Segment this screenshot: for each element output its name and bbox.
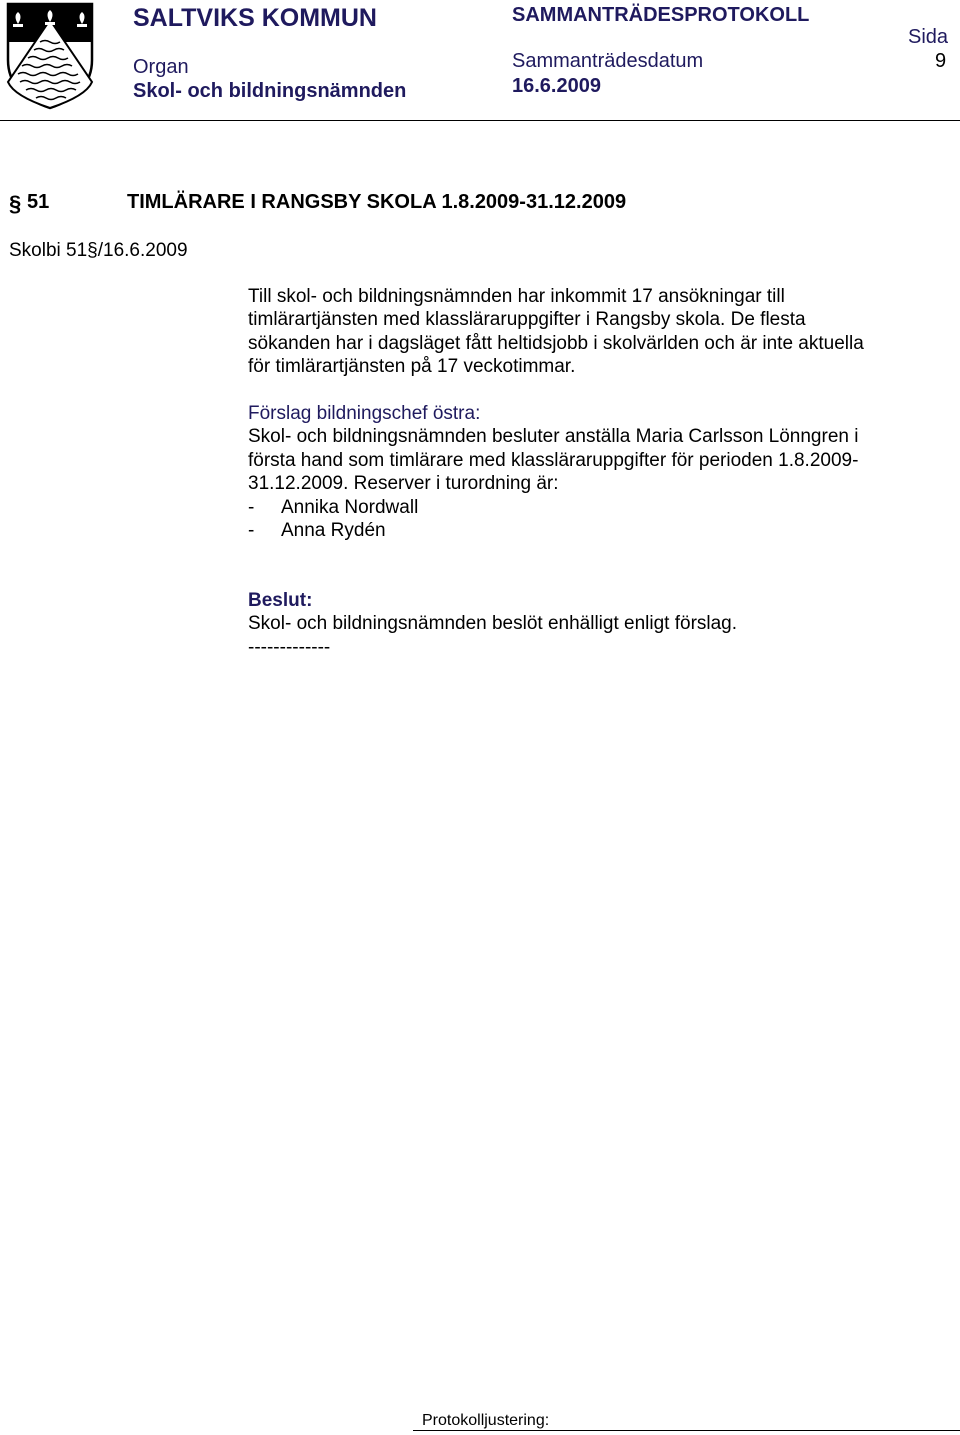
meeting-date: 16.6.2009 [512,75,601,97]
reserve-item [248,496,953,519]
page-label: Sida [908,26,949,48]
proposal-block [248,402,953,542]
meeting-date-label: Sammanträdesdatum [512,50,704,72]
reserve-item [248,519,953,542]
organ-name: Skol- och bildningsnämnden [133,80,407,102]
proposal-heading: Förslag bildningschef östra: [248,403,481,424]
reserve-name: Anna Rydén [281,520,386,542]
list-dash: - [248,496,255,518]
municipal-coat-of-arms-icon [6,2,94,110]
document-type: SAMMANTRÄDESPROTOKOLL [512,4,810,26]
separator: ------------- [248,636,331,658]
section-title: TIMLÄRARE I RANGSBY SKOLA 1.8.2009-31.12.2009 [127,191,627,213]
proposal-line: första hand som timlärare med klassläraruppgifter för perioden 1.8.2009- [248,449,859,471]
reserve-name: Annika Nordwall [281,496,419,518]
decision-heading: Beslut: [248,590,313,611]
minutes-verification-label: Protokolljustering: [422,1412,550,1429]
proposal-line: 31.12.2009. Reserver i turordning är: [248,473,559,495]
intro-line: för timlärartjänsten på 17 veckotimmar. [248,356,576,378]
intro-line: Till skol- och bildningsnämnden har inkommit 17 ansökningar till [248,286,785,307]
decision-text: Skol- och bildningsnämnden beslöt enhälligt enligt förslag. [248,613,738,635]
organ-label: Organ [133,56,189,78]
municipality-name: SALTVIKS KOMMUN [133,4,377,32]
decision-block [248,589,953,659]
section-number: 51 [27,191,50,213]
list-dash: - [248,520,255,542]
proposal-line: Skol- och bildningsnämnden besluter anställa Maria Carlsson Lönngren i [248,426,859,448]
case-reference: Skolbi 51§/16.6.2009 [9,240,188,261]
page-number: 9 [935,50,947,72]
intro-paragraph [248,285,953,379]
section-symbol: § [9,191,22,216]
signature-line [413,1430,960,1431]
intro-line: sökanden har i dagsläget fått heltidsjobb i skolvärlden och är inte aktuella [248,332,864,354]
header-divider [0,120,960,121]
intro-line: timlärartjänsten med klassläraruppgifter i Rangsby skola. De flesta [248,309,806,331]
